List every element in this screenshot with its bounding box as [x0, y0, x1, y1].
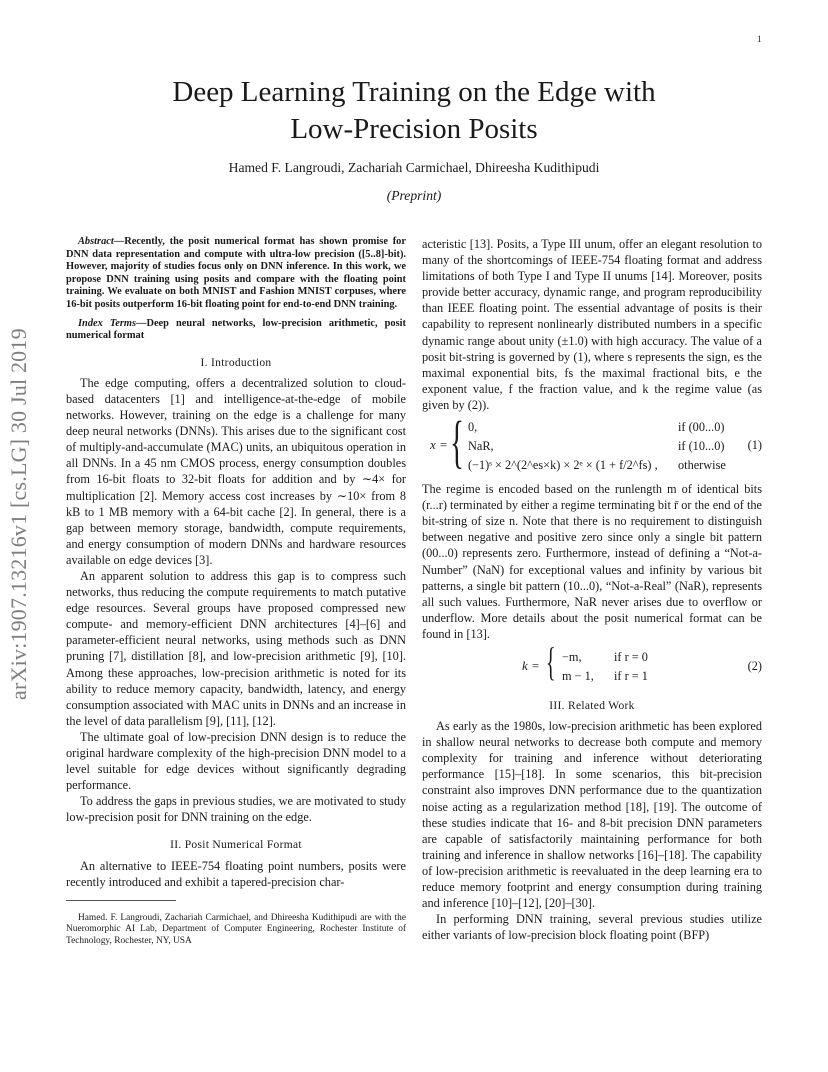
index-terms-text: —Deep neural networks, low-precision arithmetic, posit numerical format — [66, 317, 406, 342]
section-heading-posit-format: II. Posit Numerical Format — [170, 839, 302, 852]
eq1-brace: { — [450, 409, 464, 475]
preprint-label: (Preprint) — [386, 188, 442, 203]
eq1-condition-3: otherwise — [678, 458, 726, 473]
intro-paragraph-3: The ultimate goal of low-precision DNN design is to reduce the original hardware complexity of the high-precision DNN model to a level suitable for edge devices without significantly degrading performance. — [66, 729, 406, 793]
author-list: Hamed F. Langroudi, Zachariah Carmichael, Dhireesha Kudithipudi — [228, 160, 600, 175]
intro-paragraph-4: To address the gaps in previous studies, we are motivated to study low-precision posit for DNN training on the edge. — [66, 794, 406, 825]
posit-paragraph-2: acteristic [13]. Posits, a Type III unum, offer an elegant resolution to many of the shortcomings of IEEE-754 floating format and address limitations of both Type I and Type II unums [14]. Moreover, posits provide better accuracy, dynamic range, and program reproducibility than IEEE floating point. The essential advantage of posits is their capability to represent nonlinearly distributed numbers in a specific dynamic range about unity (±1.0) with high accuracy. The value of a posit bit-string is governed by (1), where s represents the sign, es the maximal exponential bits, fs the maximal fractional bits, e the exponent value, f the fraction value, and k the regime value (as given by (2)). — [422, 237, 762, 412]
eq1-case-1: 0, — [468, 420, 478, 435]
equation-1 — [422, 409, 762, 475]
related-paragraph-1: As early as the 1980s, low-precision arithmetic has been explored in shallow neural networks to decrease both compute and memory complexity for training and inference without deteriorating performance [15]–[18]. In some scenarios, this bit-precision constraint also improves DNN performance due to the quantization noise acting as a regularization method [18], [19]. The outcome of these studies indicate that 16- and 8-bit precision DNN parameters are capable of satisfactorily maintaining performance for both training and inference in shallow networks [16]–[18]. The capability of low-precision arithmetic is reevaluated in the deep learning era to reduce memory footprint and energy consumption during training and inference [10]–[12], [20]–[30]. — [422, 719, 762, 911]
eq2-lhs: k = — [522, 657, 540, 673]
eq1-condition-2: if (10...0) — [678, 439, 725, 454]
arxiv-identifier-stamp[interactable]: arXiv:1907.13216v1 [cs.LG] 30 Jul 2019 — [6, 328, 31, 700]
intro-paragraph-1: The edge computing, offers a decentralized solution to cloud-based datacenters [1] and intelligence-at-the-edge of mobile networks. However, training on the edge is a challenge for many deep neural networks (DNNs). This arises due to the significant cost of multiply-and-accumulate (MAC) units, an ubiquitous operation in all DNNs. In a 45 nm CMOS process, energy consumption doubles from 16-bit floats to 32-bit floats for addition and by ∼4× for multiplication [2]. Memory access cost increases by ∼10× from 8 kB to 1 MB memory with a 64-bit cache [2]. In general, there is a gap between memory storage, bandwidth, compute requirements, and energy consumption of modern DNNs and hardware resources available on edge devices [3]. — [66, 375, 406, 567]
page-number: 1 — [757, 34, 762, 44]
index-terms-lead: Index Terms — [78, 317, 137, 329]
eq1-number: (1) — [747, 438, 762, 453]
eq2-case-2: m − 1, — [562, 668, 594, 683]
abstract-text: —Recently, the posit numerical format has shown promise for DNN data representation and compute with ultra-low precision ([5..8]-bit). However, majority of studies focus only on DNN inference. In this work, we propose DNN training using posits and compare with the floating point training. We evaluate on both MNIST and Fashion MNIST corpuses, where 16-bit posits outperform 16-bit floating point for end-to-end DNN training. — [66, 236, 406, 310]
title-line-1: Deep Learning Training on the Edge with — [172, 76, 656, 108]
abstract — [66, 236, 406, 312]
eq2-case-1: −m, — [562, 649, 582, 664]
index-terms — [66, 318, 406, 343]
eq2-condition-2: if r = 1 — [614, 668, 648, 683]
equation-2 — [422, 638, 762, 686]
eq2-number: (2) — [747, 658, 762, 673]
footnote: Hamed. F. Langroudi, Zachariah Carmichael, and Dhireesha Kudithipudi are with the Nueromorphic AI Lab, Department of Computer Engineering, Rochester Institute of Technology, Rochester, NY, USA — [66, 912, 406, 946]
eq1-condition-1: if (00...0) — [678, 420, 725, 435]
related-paragraph-2: In performing DNN training, several previous studies utilize either variants of low-precision block floating point (BFP) — [422, 912, 762, 943]
eq1-lhs: x = — [430, 437, 448, 453]
right-column — [422, 236, 762, 943]
intro-paragraph-2: An apparent solution to address this gap is to compress such networks, thus reducing the compute requirements to match putative edge resources. Several groups have proposed compressed new compute- and memory-efficient DNN architectures [4]–[6] and parameter-efficient neural networks, using methods such as DNN pruning [7], distillation [8], and low-precision arithmetic [9], [10]. Among these approaches, low-precision arithmetic is noted for its ability to reduce memory capacity, bandwidth, latency, and energy consumption associated with MAC units in DNNs and an increase in the level of data parallelism [9], [11], [12]. — [66, 568, 406, 728]
posit-paragraph-1: An alternative to IEEE-754 floating point numbers, posits were recently introduced and exhibit a tapered-precision char- — [66, 858, 406, 889]
eq2-brace: { — [546, 638, 556, 684]
footnote-rule — [66, 900, 176, 901]
eq2-condition-1: if r = 0 — [614, 649, 648, 664]
eq1-case-3: (−1)ˢ × 2^(2^es×k) × 2ᵉ × (1 + f/2^fs) , — [468, 458, 658, 473]
left-column — [66, 236, 406, 948]
section-heading-introduction: I. Introduction — [200, 356, 272, 369]
abstract-lead: Abstract — [78, 236, 114, 247]
title-line-2: Low-Precision Posits — [290, 113, 538, 145]
section-heading-related-work: III. Related Work — [549, 699, 635, 712]
eq1-case-2: NaR, — [468, 439, 494, 454]
regime-paragraph: The regime is encoded based on the runlength m of identical bits (r...r) terminated by either a regime terminating bit r̄ or the end of the bit-string of size n. Note that there is no requirement to distinguish between negative and positive zero since only a single bit pattern (00...0) represents zero. Furthermore, instead of defining a “Not-a-Number” (NaN) for exceptional values and infinity by various bit patterns, a single bit pattern (10...0), “Not-a-Real” (NaR), represents all such values. Furthermore, NaR never arises due to overflow or underflow. More details about the posit numerical format can be found in [13]. — [422, 482, 762, 641]
paper-title — [80, 74, 748, 148]
